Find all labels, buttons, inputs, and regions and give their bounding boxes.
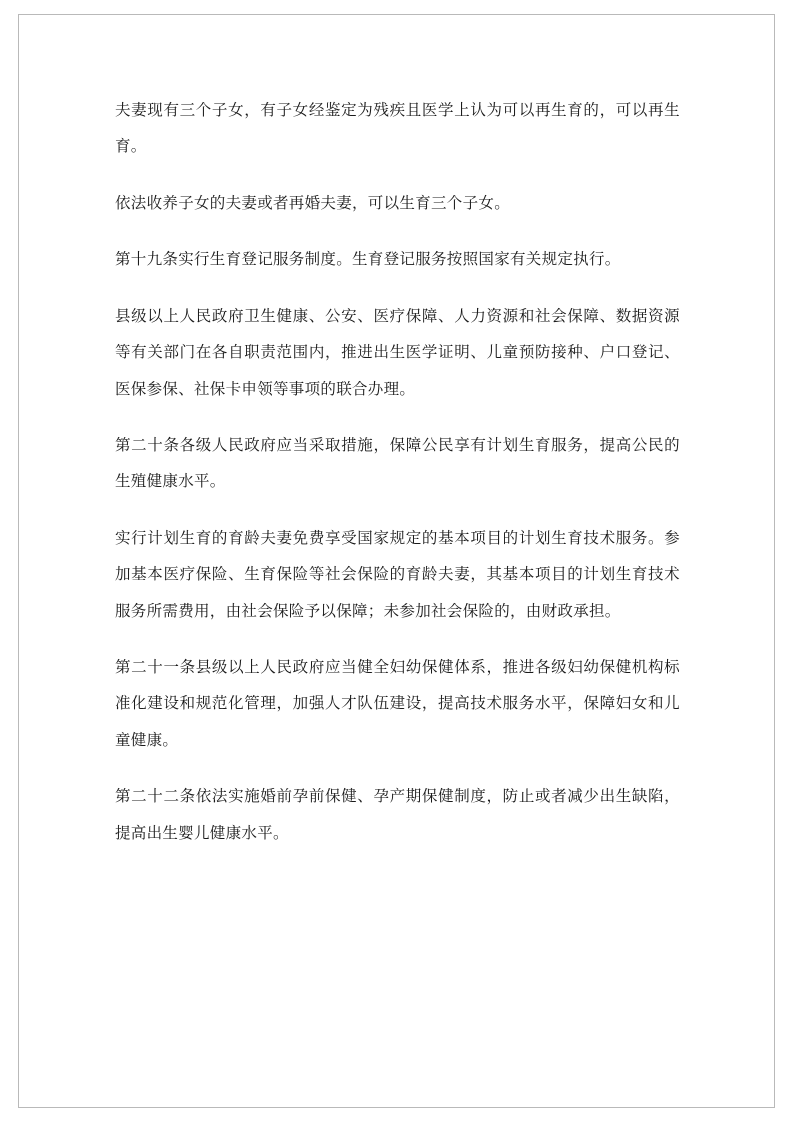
paragraph: 第二十二条依法实施婚前孕前保健、孕产期保健制度，防止或者减少出生缺陷，提高出生婴儿健康水平。 (115, 787, 680, 842)
paragraph: 依法收养子女的夫妻或者再婚夫妻，可以生育三个子女。 (115, 193, 511, 212)
paragraph: 实行计划生育的育龄夫妻免费享受国家规定的基本项目的计划生育技术服务。参加基本医疗保险、生育保险等社会保险的育龄夫妻，其基本项目的计划生育技术服务所需费用，由社会保险予以保障；未参加社会保险的，由财政承担。 (115, 528, 680, 620)
paragraph: 县级以上人民政府卫生健康、公安、医疗保障、人力资源和社会保障、数据资源等有关部门在各自职责范围内，推进出生医学证明、儿童预防接种、户口登记、医保参保、社保卡申领等事项的联合办理。 (115, 306, 680, 398)
paragraph: 第二十一条县级以上人民政府应当健全妇幼保健体系，推进各级妇幼保健机构标准化建设和规范化管理，加强人才队伍建设，提高技术服务水平，保障妇女和儿童健康。 (115, 658, 680, 749)
paragraph: 第二十条各级人民政府应当采取措施，保障公民享有计划生育服务，提高公民的生殖健康水平。 (115, 435, 680, 491)
document-body (115, 92, 680, 851)
paragraph: 夫妻现有三个子女，有子女经鉴定为残疾且医学上认为可以再生育的，可以再生育。 (115, 101, 680, 156)
paragraph: 第十九条实行生育登记服务制度。生育登记服务按照国家有关规定执行。 (115, 250, 621, 269)
